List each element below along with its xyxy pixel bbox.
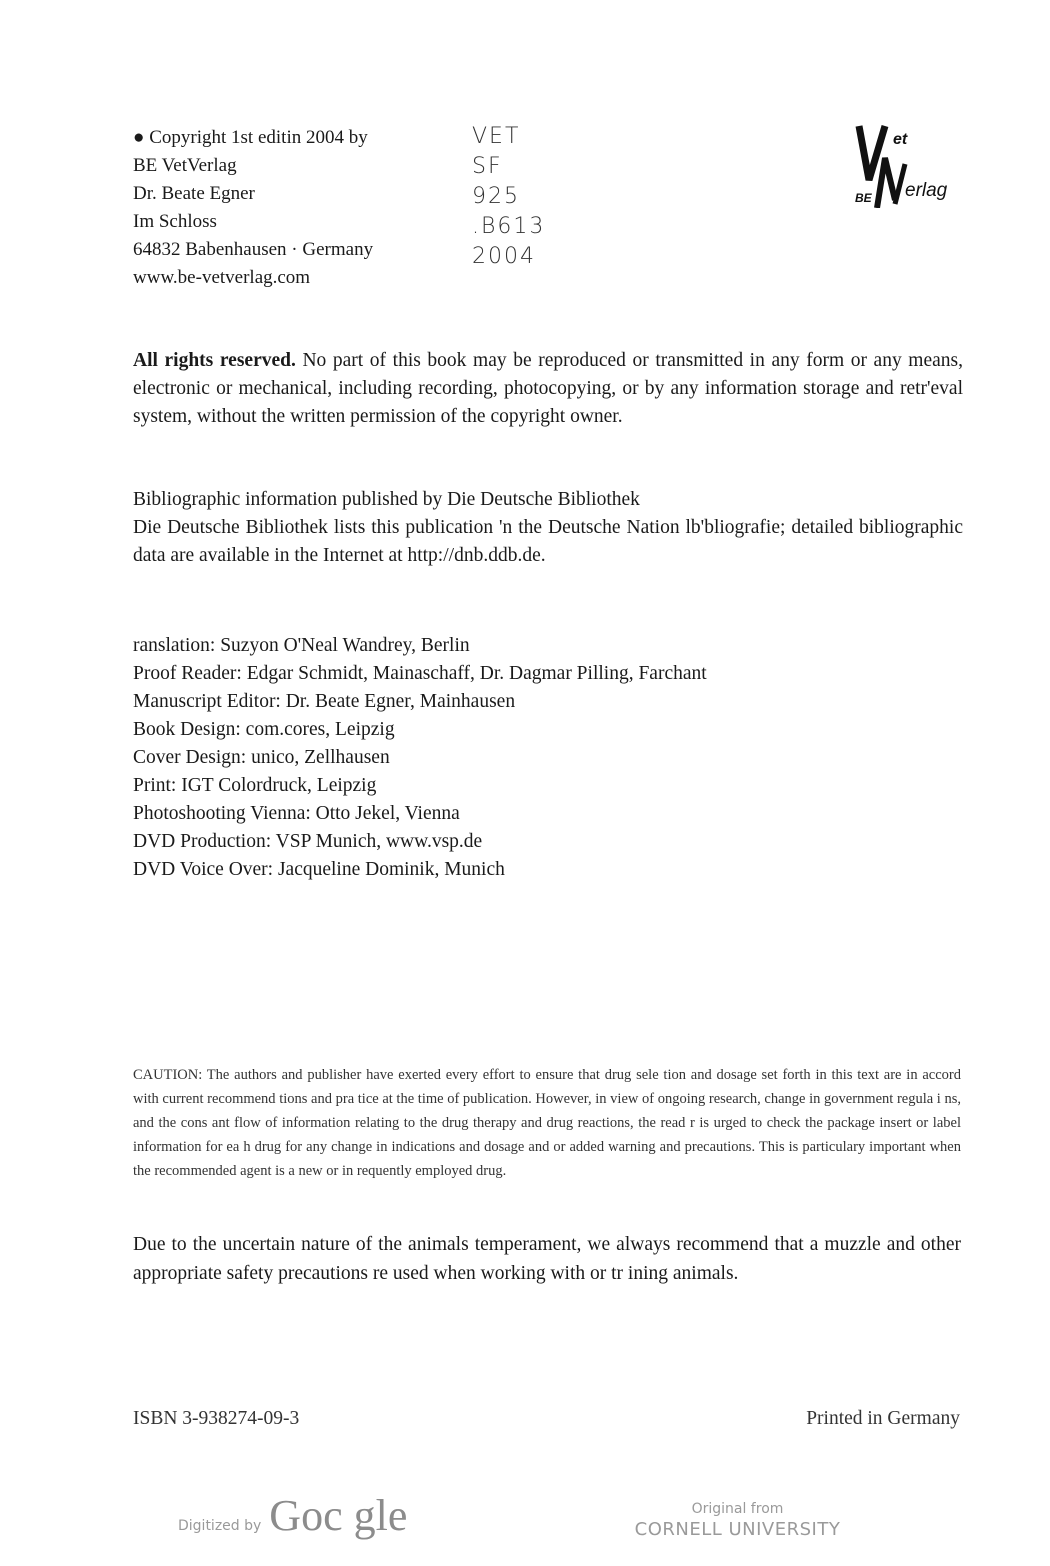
- call-number-line: VET: [472, 124, 521, 149]
- imprint-street: Im Schloss: [133, 211, 217, 232]
- rights-heading: All rights reserved.: [133, 350, 296, 371]
- call-number-line: 925: [472, 184, 520, 209]
- biblio-text: Die Deutsche Bibliothek lists this publication 'n the Deutsche Nation lb'bliografie; detailed bibliographic data are available in the Internet at http://dnb.ddb.de.: [133, 517, 963, 566]
- caution-notice: CAUTION: The authors and publisher have exerted every effort to ensure that drug sele tion and dosage set forth in this text are in accord with current recommend tions and pra tice at the time of publication. However, in view of ongoing research, change in government regula i ns, and the cons ant flow of information relating to the drug therapy and drug reactions, the read r is urged to check the package insert or label information for ea h drug for any change in indications and dosage and or added warning and precautions. This is particulary important when the recommended agent is a new or in requently employed drug.: [133, 1067, 961, 1179]
- credit-line: Proof Reader: Edgar Schmidt, Mainaschaff, Dr. Dagmar Pilling, Farchant: [133, 663, 707, 684]
- credits-list: [133, 632, 707, 884]
- biblio-heading: Bibliographic information published by Die Deutsche Bibliothek: [133, 489, 640, 510]
- library-call-number: [472, 122, 545, 272]
- credit-line: Cover Design: unico, Zellhausen: [133, 747, 390, 768]
- imprint-website: www.be-vetverlag.com: [133, 267, 311, 288]
- credit-line: DVD Production: VSP Munich, www.vsp.de: [133, 831, 483, 852]
- credit-line: DVD Voice Over: Jacqueline Dominik, Munich: [133, 859, 505, 880]
- call-number-line: 2004: [472, 244, 536, 269]
- logo-et-text: et: [893, 131, 908, 148]
- original-from-label: Original from: [691, 1501, 784, 1517]
- digitized-by-watermark: [178, 1490, 407, 1541]
- credit-line: Print: IGT Colordruck, Leipzig: [133, 775, 377, 796]
- credit-line: Photoshooting Vienna: Otto Jekel, Vienna: [133, 803, 460, 824]
- credit-line: ranslation: Suzyon O'Neal Wandrey, Berlin: [133, 635, 470, 656]
- safety-note: Due to the uncertain nature of the animals temperament, we always recommend that a muzzle and other appropriate safety precautions re used when working with or tr ining animals.: [133, 1234, 961, 1284]
- google-logo: Goc gle: [269, 1491, 408, 1540]
- vetverlag-logo: [855, 118, 965, 208]
- imprint-city: 64832 Babenhausen · Germany: [133, 239, 374, 260]
- rights-paragraph: [133, 347, 963, 431]
- call-number-line: .B613: [472, 214, 546, 239]
- call-number-line: SF: [472, 154, 503, 179]
- imprint-publisher: BE VetVerlag: [133, 155, 237, 176]
- university-name: CORNELL UNIVERSITY: [634, 1519, 841, 1540]
- imprint-owner: Dr. Beate Egner: [133, 183, 255, 204]
- credit-line: Manuscript Editor: Dr. Beate Egner, Mainhausen: [133, 691, 516, 712]
- original-from-watermark: [630, 1500, 845, 1542]
- bibliographic-info: [133, 486, 963, 570]
- isbn: ISBN 3-938274-09-3: [133, 1408, 300, 1429]
- credit-line: Book Design: com.cores, Leipzig: [133, 719, 395, 740]
- imprint-block: [133, 124, 373, 292]
- logo-be-text: BE: [855, 191, 872, 205]
- printed-in: Printed in Germany: [806, 1408, 960, 1429]
- logo-erlag-text: erlag: [905, 180, 948, 201]
- rights-text: No part of this book may be reproduced or transmitted in any form or any means, electronic or mechanical, including recording, photocopying, or by any information storage and retr'eval system, without the written permission of the copyright owner.: [133, 350, 963, 427]
- digitized-label: Digitized by: [178, 1518, 262, 1534]
- imprint-copyright: ● Copyright 1st editin 2004 by: [133, 127, 368, 148]
